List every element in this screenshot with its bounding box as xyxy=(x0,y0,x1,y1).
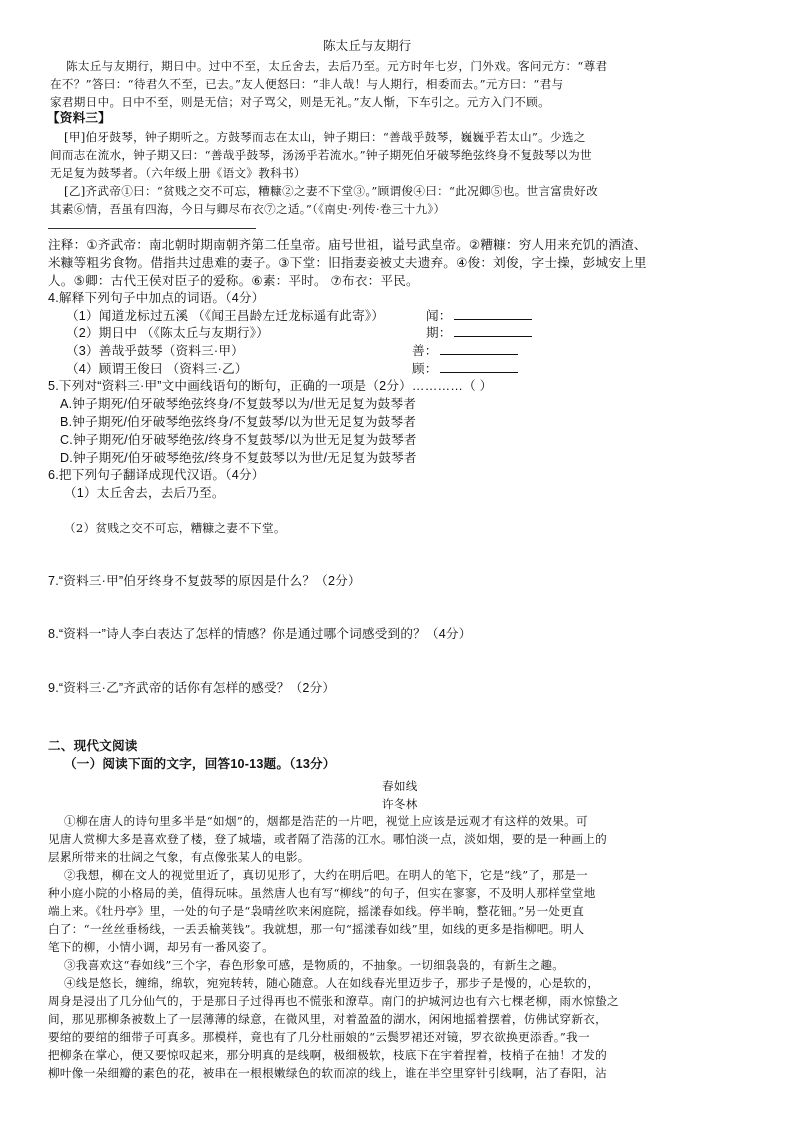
q4-item-4: （4）顾谓王俊曰 （资料三·乙） xyxy=(66,362,248,376)
q6-stem: 6.把下列句子翻译成现代汉语。（4分） xyxy=(48,468,265,482)
essay-line-11: 周身是浸出了几分仙气的，于是那日子过得再也不慌张和潦草。南门的护城河边也有六七棵老柳，雨水惊蛰之 xyxy=(48,994,619,1008)
essay-line-2: 见唐人赏柳大多是喜欢登了楼，登了城墙，或者隔了浩荡的江水。哪怕淡一点，淡如烟，要的是一种画上的 xyxy=(48,832,608,846)
q4-answer-2-blank[interactable] xyxy=(454,325,532,337)
q8: 8.“资料一”诗人李白表达了怎样的情感？你是通过哪个词感受到的？（4分） xyxy=(48,627,472,641)
q6-sentence-2: （2）贫贱之交不可忘，糟糠之妻不下堂。 xyxy=(64,521,286,535)
jia-line-1: [甲]伯牙鼓琴，钟子期听之。方鼓琴而志在太山，钟子期曰：“善哉乎鼓琴，巍巍乎若太山”。少选之 xyxy=(64,130,586,144)
yi-line-2: 其素⑥情，吾虽有四海，今日与卿尽布衣⑦之适。”（《南史·列传·卷三十九》） xyxy=(50,202,446,216)
yi-line-1: [乙]齐武帝①曰：“贫贱之交不可忘，糟糠②之妻不下堂③。”顾谓俊④曰：“此况卿⑤也。世言富贵好改 xyxy=(64,184,598,198)
q4-stem: 4.解释下列句子中加点的词语。（4分） xyxy=(48,291,265,305)
notes-line-1: 注释：①齐武帝：南北朝时期南朝齐第二任皇帝。庙号世祖，谥号武皇帝。②糟糠：穷人用来充饥的酒渣、 xyxy=(48,238,647,252)
q5-option-d[interactable]: D.钟子期死/伯牙破琴绝弦/终身不复鼓琴以为世/无足复为鼓琴者 xyxy=(60,451,417,465)
notes-line-2: 米糠等粗劣食物。借指共过患难的妻子。③下堂：旧指妻妾被丈夫遗弃。④俊：刘俊，字士操，彭城安上里 xyxy=(48,256,647,270)
q4-answer-4[interactable] xyxy=(412,361,518,377)
essay-line-8: 笔下的柳，小情小调，却另有一番风姿了。 xyxy=(48,940,274,954)
essay-line-12: 间，那见那柳条被数上了一层薄薄的绿意，在微风里，对着盈盈的湖水，闲闲地摇着摆着，仿佛试穿新衣， xyxy=(48,1012,608,1026)
essay-line-1: ①柳在唐人的诗句里多半是“如烟”的，烟都是浩茫的一片吧，视觉上应该是远观才有这样的效果。可 xyxy=(64,814,588,828)
classical-para-line-2: 在不？”答曰：“待君久不至，已去。”友人便怒曰：“非人哉！与人期行，相委而去。”元方曰：“君与 xyxy=(50,77,564,91)
essay-line-5: 种小庭小院的小格局的美，值得玩味。虽然唐人也有写“柳线”的句子，但实在寥寥，不及明人那样堂堂地 xyxy=(48,886,596,900)
q4-answer-2[interactable] xyxy=(426,325,532,341)
essay-line-6: 端上来。《牡丹亭》里，一处的句子是“袅晴丝吹来闲庭院，摇漾春如线。停半晌，整花钿。”另一处更直 xyxy=(48,904,585,918)
notes-line-3: 人。⑤卿：古代王侯对臣子的爱称。⑥素：平时。 ⑦布衣：平民。 xyxy=(48,274,419,288)
q5-option-a[interactable]: A.钟子期死/伯牙破琴绝弦终身/不复鼓琴以为/世无足复为鼓琴者 xyxy=(60,397,417,411)
jia-line-3: 无足复为鼓琴者。（六年级上册《语文》教科书） xyxy=(50,166,306,180)
q4-answer-3-label: 善： xyxy=(412,344,438,358)
q5-option-c[interactable]: C.钟子期死/伯牙破琴绝弦/终身不复鼓琴/以为世无足复为鼓琴者 xyxy=(60,433,417,447)
essay-line-4: ②我想，柳在文人的视觉里近了，真切见形了，大约在明后吧。在明人的笔下，它是“线”了，那是一 xyxy=(64,868,588,882)
essay-line-15: 柳叶像一朵细瓣的素色的花，被串在一根根嫩绿色的软而凉的线上，谁在半空里穿针引线啊，沾了春阳，沾 xyxy=(48,1066,608,1080)
essay-line-10: ④线是悠长，缠绵，绵软，宛宛转转，随心随意。人在如线春光里迈步子，那步子是慢的，心是软的， xyxy=(64,976,600,990)
essay-line-7: 白了：“一丝丝垂杨线，一丢丢榆荚钱”。我就想，那一句“摇漾春如线”里，如线的更多是指柳吧。明人 xyxy=(48,922,585,936)
q7: 7.“资料三·甲”伯牙终身不复鼓琴的原因是什么？（2分） xyxy=(48,574,361,588)
essay-line-13: 要绾的要绾的细带子可真多。那模样，竟也有了几分杜丽娘的“云鬓罗裙还对镜，罗衣欲换更添香。”我一 xyxy=(48,1030,590,1044)
classical-para-line-1: 陈太丘与友期行，期日中。过中不至，太丘舍去，去后乃至。元方时年七岁，门外戏。客问元方：“尊君 xyxy=(66,59,608,73)
essay-line-9: ③我喜欢这“春如线”三个字，春色形象可感，是物质的，不抽象。一切细袅袅的，有新生之趣。 xyxy=(64,958,565,972)
modern-section-heading: 二、现代文阅读 xyxy=(48,739,138,753)
q9: 9.“资料三·乙”齐武帝的话你有怎样的感受？（2分） xyxy=(48,681,336,695)
q4-answer-3[interactable] xyxy=(412,343,518,359)
q4-answer-1-blank[interactable] xyxy=(454,308,532,320)
modern-subheading: （一）阅读下面的文字，回答10-13题。（13分） xyxy=(64,757,336,771)
q4-item-1: （1）闻道龙标过五溪 （《闻王昌龄左迁龙标遥有此寄》） xyxy=(66,309,385,323)
classical-para-line-3: 家君期日中。日中不至，则是无信；对子骂父，则是无礼。”友人惭，下车引之。元方入门不顾。 xyxy=(50,95,550,109)
jia-line-2: 间而志在流水，钟子期又曰：“善哉乎鼓琴，汤汤乎若流水。”钟子期死伯牙破琴绝弦终身不复鼓琴以为世 xyxy=(50,148,592,162)
q4-answer-4-label: 顾： xyxy=(412,362,438,376)
q6-sentence-1: （1）太丘舍去，去后乃至。 xyxy=(64,486,225,500)
q5-stem: 5.下列对“资料三·甲”文中画线语句的断句，正确的一项是（2分）…………（ ） xyxy=(48,379,493,393)
essay-line-14: 把柳条在掌心，便又要惊叹起来，那分明真的是线啊，极细极软，枝底下在宇着捏着，枝梢子在抽！才发的 xyxy=(48,1048,608,1062)
q4-answer-3-blank[interactable] xyxy=(440,343,518,355)
q4-item-2: （2）期日中 （《陈太丘与友期行》） xyxy=(66,326,270,340)
essay-title: 春如线 xyxy=(382,779,418,793)
classical-title: 陈太丘与友期行 xyxy=(323,39,412,53)
essay-author: 许冬林 xyxy=(382,797,418,811)
q5-option-b[interactable]: B.钟子期死/伯牙破琴绝弦终身/不复鼓琴/以为世无足复为鼓琴者 xyxy=(60,415,417,429)
section-3-label: 【资料三】 xyxy=(47,111,111,125)
essay-line-3: 层累所带来的壮阔之气象，有点像张某人的电影。 xyxy=(48,850,310,864)
q4-answer-1-label: 闻： xyxy=(426,309,452,323)
q4-item-3: （3）善哉乎鼓琴（资料三·甲） xyxy=(66,344,244,358)
q4-answer-4-blank[interactable] xyxy=(440,361,518,373)
q4-answer-1[interactable] xyxy=(426,308,532,324)
notes-divider xyxy=(48,228,256,229)
q4-answer-2-label: 期： xyxy=(426,326,452,340)
